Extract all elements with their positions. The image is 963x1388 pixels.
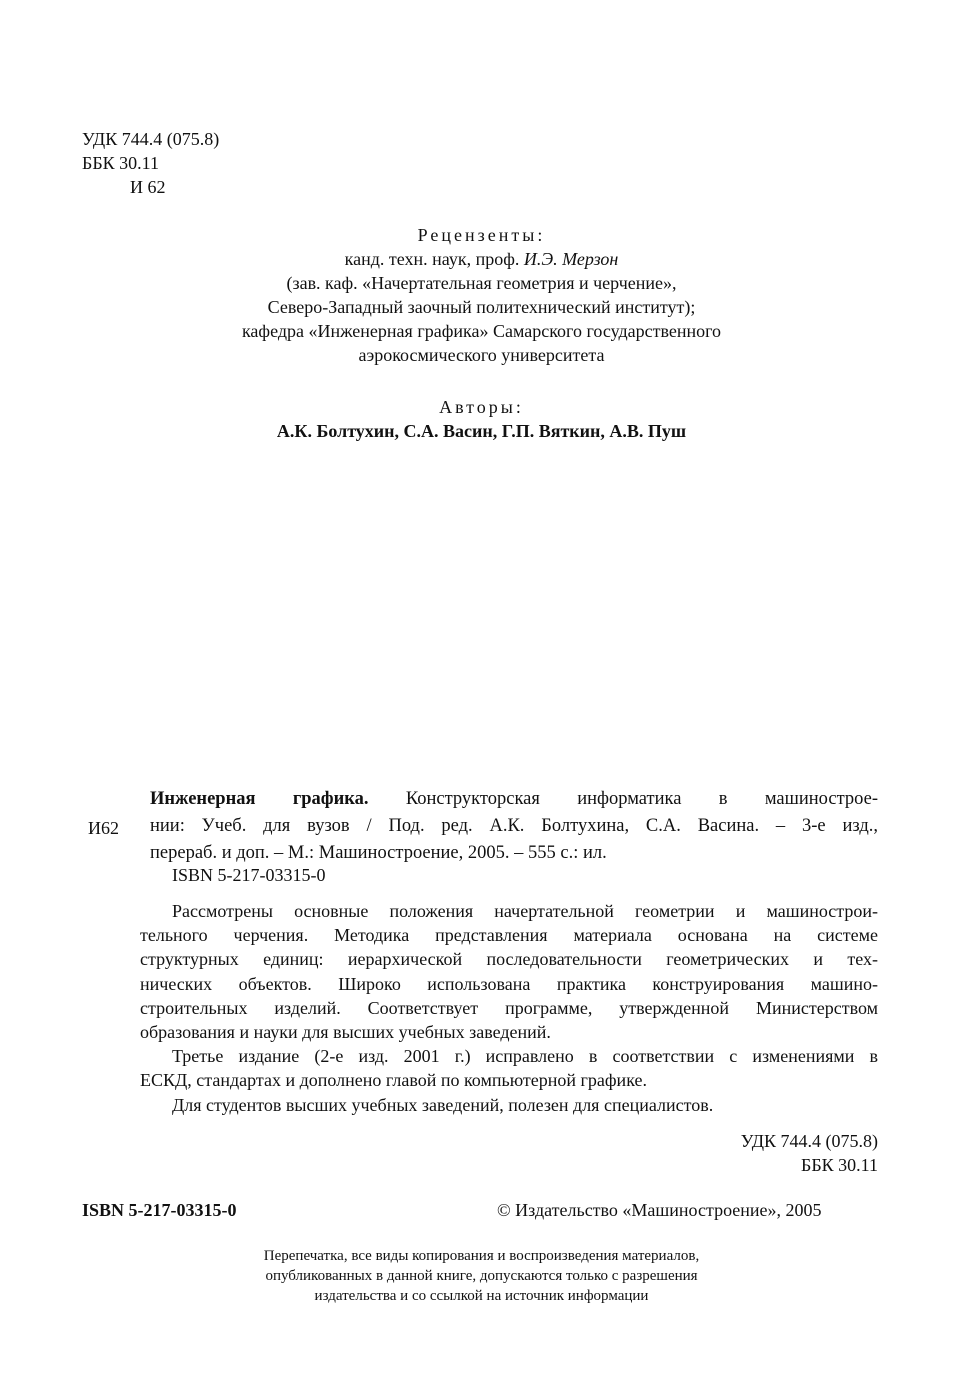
annotation-line: Третье издание (2-е изд. 2001 г.) исправлено в соответствии с изменениями в	[172, 1046, 878, 1067]
bibliography-code: И62	[88, 818, 119, 838]
reviewer-name: И.Э. Мерзон	[523, 249, 619, 269]
authors-heading: Авторы:	[439, 397, 524, 417]
bibliography-line-1	[150, 786, 878, 813]
reviewer-line-4: кафедра «Инженерная графика» Самарского государственного	[241, 321, 722, 341]
notice-line: опубликованных в данной книге, допускаются только с разрешения	[265, 1268, 698, 1284]
reviewers-block	[0, 223, 963, 367]
book-title: Инженерная графика.	[150, 789, 369, 809]
bbk-code-top: ББК 30.11	[82, 153, 160, 173]
annotation-line: структурных единиц: иерархической последовательности геометрических и тех-	[140, 949, 878, 970]
udk-code-bottom: УДК 744.4 (075.8)	[740, 1131, 878, 1151]
reviewers-heading: Рецензенты:	[417, 225, 546, 245]
author-mark-top: И 62	[130, 177, 166, 197]
book-subtitle: Конструкторская информатика в машинострое-	[368, 789, 878, 809]
annotation-line: строительных изделий. Соответствует программе, утвержденной Министерством	[140, 997, 878, 1018]
classification-bottom	[741, 1129, 878, 1177]
notice-line: Перепечатка, все виды копирования и воспроизведения материалов,	[263, 1248, 700, 1264]
bbk-code-bottom: ББК 30.11	[800, 1155, 878, 1175]
isbn-footer: ISBN 5-217-03315-0	[82, 1200, 237, 1220]
annotation-line: нических объектов. Широко использована практика конструирования машино-	[140, 973, 878, 994]
annotation-line: Для студентов высших учебных заведений, полезен для специалистов.	[172, 1094, 714, 1115]
bibliography-line-3: перераб. и доп. – М.: Машиностроение, 2005. – 555 с.: ил.	[150, 843, 607, 863]
copyright: © Издательство «Машиностроение», 2005	[497, 1200, 822, 1220]
classification-top	[82, 127, 219, 199]
reviewer-line-3: Северо-Западный заочный политехнический институт);	[267, 297, 696, 317]
bibliography-isbn: ISBN 5-217-03315-0	[172, 865, 326, 885]
reviewer-line-1	[0, 247, 963, 271]
annotation	[140, 899, 878, 1117]
udk-code-top: УДК 744.4 (075.8)	[82, 129, 220, 149]
bibliography-description	[150, 786, 878, 867]
annotation-line: тельного черчения. Методика представления материала основана на системе	[140, 925, 878, 946]
annotation-line: Рассмотрены основные положения начертательной геометрии и машинострои-	[172, 901, 878, 921]
reprint-notice	[0, 1246, 963, 1306]
annotation-line: образования и науки для высших учебных заведений.	[140, 1021, 551, 1042]
reviewer-line-2: (зав. каф. «Начертательная геометрия и черчение»,	[286, 273, 677, 293]
bibliography-line-2: нии: Учеб. для вузов / Под. ред. А.К. Болтухина, С.А. Васина. – 3-е изд.,	[150, 816, 878, 836]
reviewer-line-5: аэрокосмического университета	[358, 345, 605, 365]
authors-block	[0, 395, 963, 443]
annotation-line: ЕСКД, стандартах и дополнено главой по компьютерной графике.	[140, 1070, 647, 1091]
notice-line: издательства и со ссылкой на источник информации	[314, 1288, 649, 1304]
reviewer-credentials: канд. техн. наук, проф.	[344, 249, 524, 269]
authors-names: А.К. Болтухин, С.А. Васин, Г.П. Вяткин, А.В. Пуш	[276, 421, 687, 441]
